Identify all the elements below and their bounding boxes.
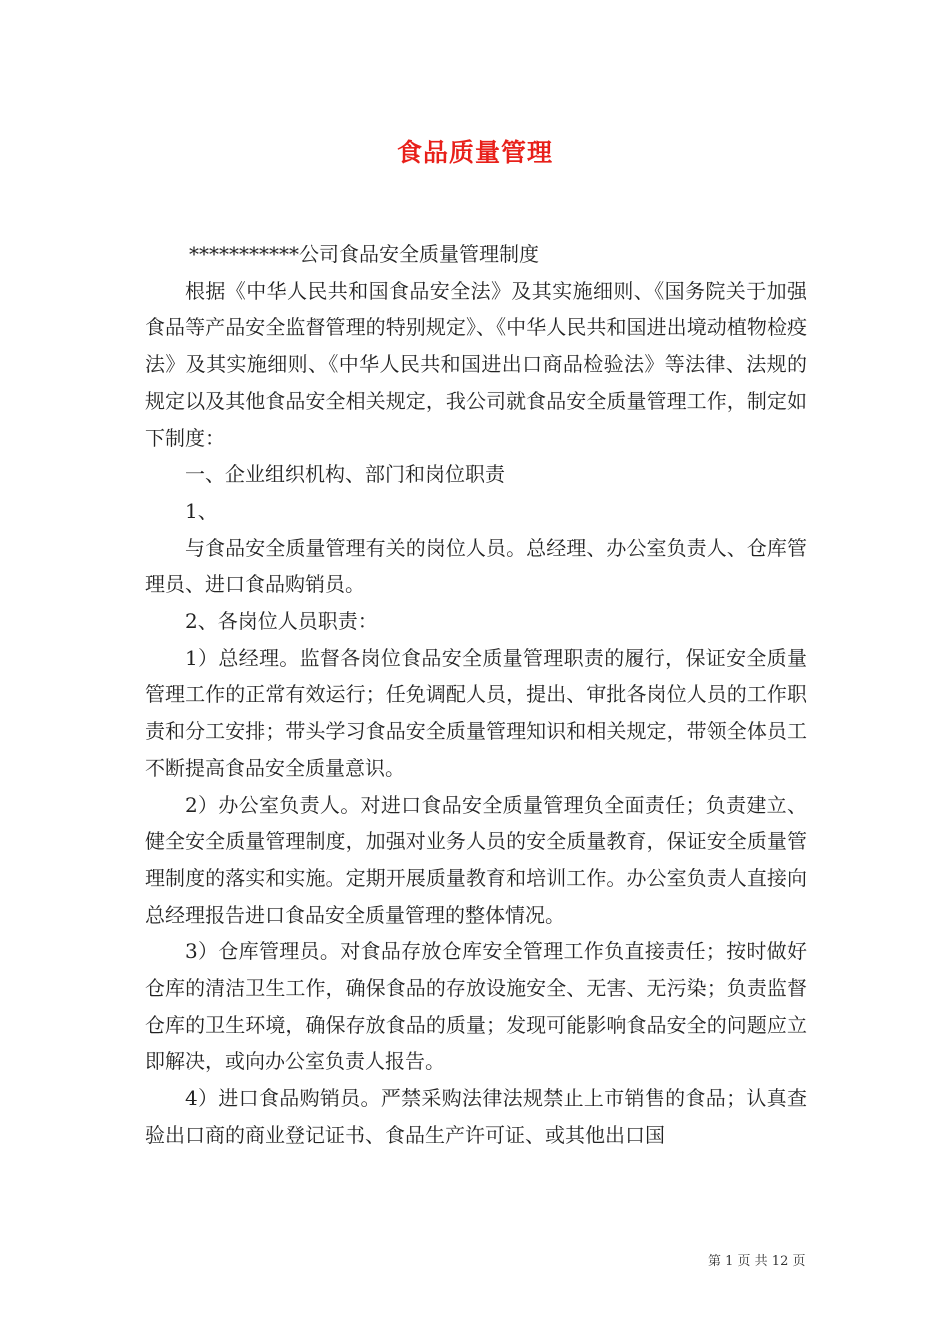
- paragraph-general-manager: 1）总经理。监督各岗位食品安全质量管理职责的履行，保证安全质量管理工作的正常有效运行；任免调配人员，提出、审批各岗位人员的工作职责和分工安排；带头学习食品安全质量管理知识和相关规定，带领全体员工不断提高食品安全质量意识。: [145, 645, 807, 780]
- paragraph-import-buyer: 4）进口食品购销员。严禁采购法律法规禁止上市销售的食品；认真查验出口商的商业登记证书、食品生产许可证、或其他出口国: [145, 1086, 807, 1147]
- document-body: [145, 236, 807, 1154]
- paragraph-company-heading: ***********公司食品安全质量管理制度: [189, 242, 539, 266]
- paragraph-positions: 与食品安全质量管理有关的岗位人员。总经理、办公室负责人、仓库管理员、进口食品购销员。: [145, 535, 807, 597]
- document-title: 食品质量管理: [396, 138, 553, 167]
- section-heading-1: 一、企业组织机构、部门和岗位职责: [185, 462, 505, 487]
- paragraph-intro: 根据《中华人民共和国食品安全法》及其实施细则、《国务院关于加强食品等产品安全监督管理的特别规定》、《中华人民共和国进出境动植物检疫法》及其实施细则、《中华人民共和国进出口商品检验法》等法律、法规的规定以及其他食品安全相关规定，我公司就食品安全质量管理工作，制定如下制度：: [145, 278, 807, 450]
- item-heading-2: 2、各岗位人员职责：: [185, 609, 378, 634]
- paragraph-warehouse-manager: 3）仓库管理员。对食品存放仓库安全管理工作负直接责任；按时做好仓库的清洁卫生工作，确保食品的存放设施安全、无害、无污染；负责监督仓库的卫生环境，确保存放食品的质量；发现可能影响食品安全的问题应立即解决，或向办公室负责人报告。: [145, 939, 807, 1074]
- item-number-1: 1、: [185, 498, 218, 523]
- paragraph-office-head: 2）办公室负责人。对进口食品安全质量管理负全面责任；负责建立、健全安全质量管理制度，加强对业务人员的安全质量教育，保证安全质量管理制度的落实和实施。定期开展质量教育和培训工作。办公室负责人直接向总经理报告进口食品安全质量管理的整体情况。: [145, 792, 807, 927]
- page-footer: 第 1 页 共 12 页: [708, 1254, 806, 1269]
